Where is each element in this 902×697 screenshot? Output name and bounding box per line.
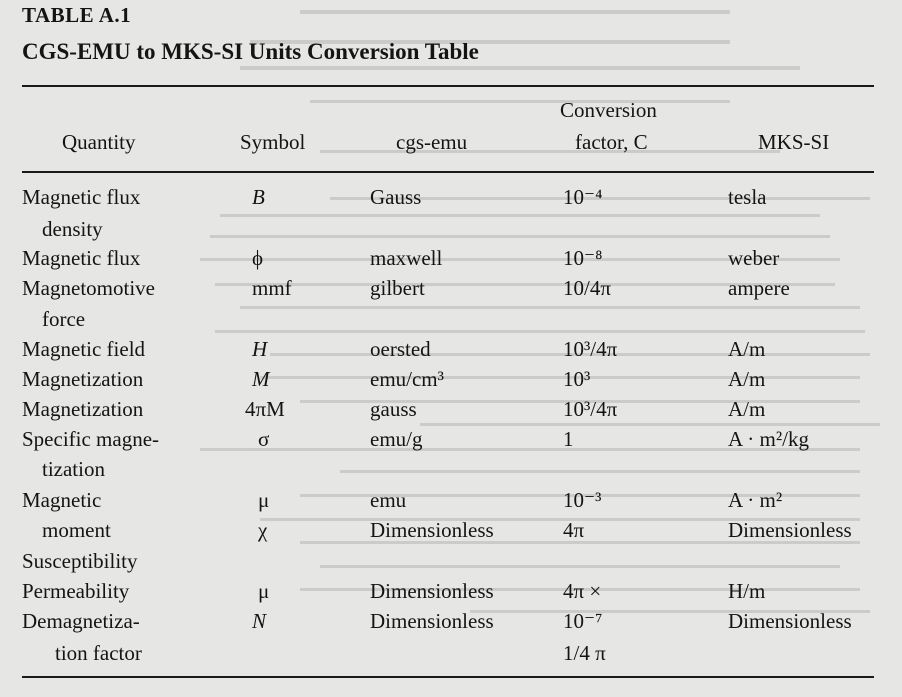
factor-cell: 10/4π — [563, 276, 611, 300]
quantity-cell: Magnetic flux — [22, 246, 141, 270]
mks-cell: ampere — [728, 276, 790, 300]
mks-cell: Dimensionless — [728, 609, 852, 633]
header-symbol: Symbol — [240, 130, 306, 154]
header-cgs-emu: cgs-emu — [396, 130, 468, 154]
quantity-cell: Demagnetiza- — [22, 609, 140, 633]
quantity-cell-cont: force — [42, 307, 86, 331]
cgs-cell: emu — [370, 488, 407, 512]
mks-cell: A/m — [728, 367, 766, 391]
symbol-cell: μ — [258, 488, 270, 512]
table-title: CGS-EMU to MKS-SI Units Conversion Table — [22, 39, 479, 64]
factor-cell: 10³ — [563, 367, 591, 391]
factor-cell: 4π × — [563, 579, 602, 603]
mks-cell: weber — [728, 246, 780, 270]
cgs-cell: Dimensionless — [370, 579, 494, 603]
factor-cell: 10³/4π — [563, 397, 618, 421]
top-rule — [22, 85, 874, 87]
symbol-cell: μ — [258, 579, 270, 603]
bottom-rule — [22, 676, 874, 678]
symbol-cell: H — [252, 337, 268, 361]
mks-cell: H/m — [728, 579, 766, 603]
cgs-cell: gauss — [370, 397, 417, 421]
quantity-cell-cont: density — [42, 217, 103, 241]
factor-cell: 4π — [563, 518, 585, 542]
symbol-cell: M — [252, 367, 270, 391]
cgs-cell: Dimensionless — [370, 518, 494, 542]
factor-cell: 10³/4π — [563, 337, 618, 361]
quantity-cell: Magnetic flux — [22, 185, 141, 209]
factor-cell: 1/4 π — [563, 641, 606, 665]
header-quantity: Quantity — [62, 130, 136, 154]
quantity-cell-cont: tization — [42, 457, 105, 481]
quantity-cell: Magnetic field — [22, 337, 146, 361]
quantity-cell: Permeability — [22, 579, 130, 603]
factor-cell: 10⁻⁸ — [563, 246, 603, 270]
factor-cell: 1 — [563, 427, 574, 451]
mks-cell: Dimensionless — [728, 518, 852, 542]
quantity-cell: Specific magne- — [22, 427, 160, 451]
mks-cell: A/m — [728, 337, 766, 361]
cgs-cell: emu/cm³ — [370, 367, 444, 391]
quantity-cell: Susceptibility — [22, 549, 138, 573]
header-mks-si: MKS-SI — [758, 130, 830, 154]
quantity-cell-cont: moment — [42, 518, 111, 542]
symbol-cell: 4πM — [245, 397, 285, 421]
factor-cell: 10⁻⁷ — [563, 609, 603, 633]
quantity-cell: Magnetomotive — [22, 276, 155, 300]
header-rule — [22, 171, 874, 173]
table-label: TABLE A.1 — [22, 3, 132, 27]
quantity-cell: Magnetization — [22, 397, 144, 421]
factor-cell: 10⁻⁴ — [563, 185, 603, 209]
quantity-cell: Magnetization — [22, 367, 144, 391]
header-conversion: Conversion — [560, 98, 657, 122]
cgs-cell: maxwell — [370, 246, 443, 270]
symbol-cell: ϕ — [252, 246, 264, 270]
quantity-cell-cont: tion factor — [55, 641, 142, 665]
mks-cell: A · m² — [728, 488, 783, 512]
cgs-cell: emu/g — [370, 427, 423, 451]
symbol-cell: B — [252, 185, 265, 209]
symbol-cell: σ — [258, 427, 270, 451]
cgs-cell: Gauss — [370, 185, 422, 209]
factor-cell: 10⁻³ — [563, 488, 602, 512]
mks-cell: A/m — [728, 397, 766, 421]
cgs-cell: oersted — [370, 337, 431, 361]
mks-cell: tesla — [728, 185, 767, 209]
quantity-cell: Magnetic — [22, 488, 102, 512]
symbol-cell: N — [252, 609, 267, 633]
cgs-cell: gilbert — [370, 276, 425, 300]
mks-cell: A · m²/kg — [728, 427, 809, 451]
header-factor: factor, C — [575, 130, 648, 154]
cgs-cell: Dimensionless — [370, 609, 494, 633]
symbol-cell: mmf — [252, 276, 292, 300]
symbol-cell: χ — [258, 518, 268, 542]
